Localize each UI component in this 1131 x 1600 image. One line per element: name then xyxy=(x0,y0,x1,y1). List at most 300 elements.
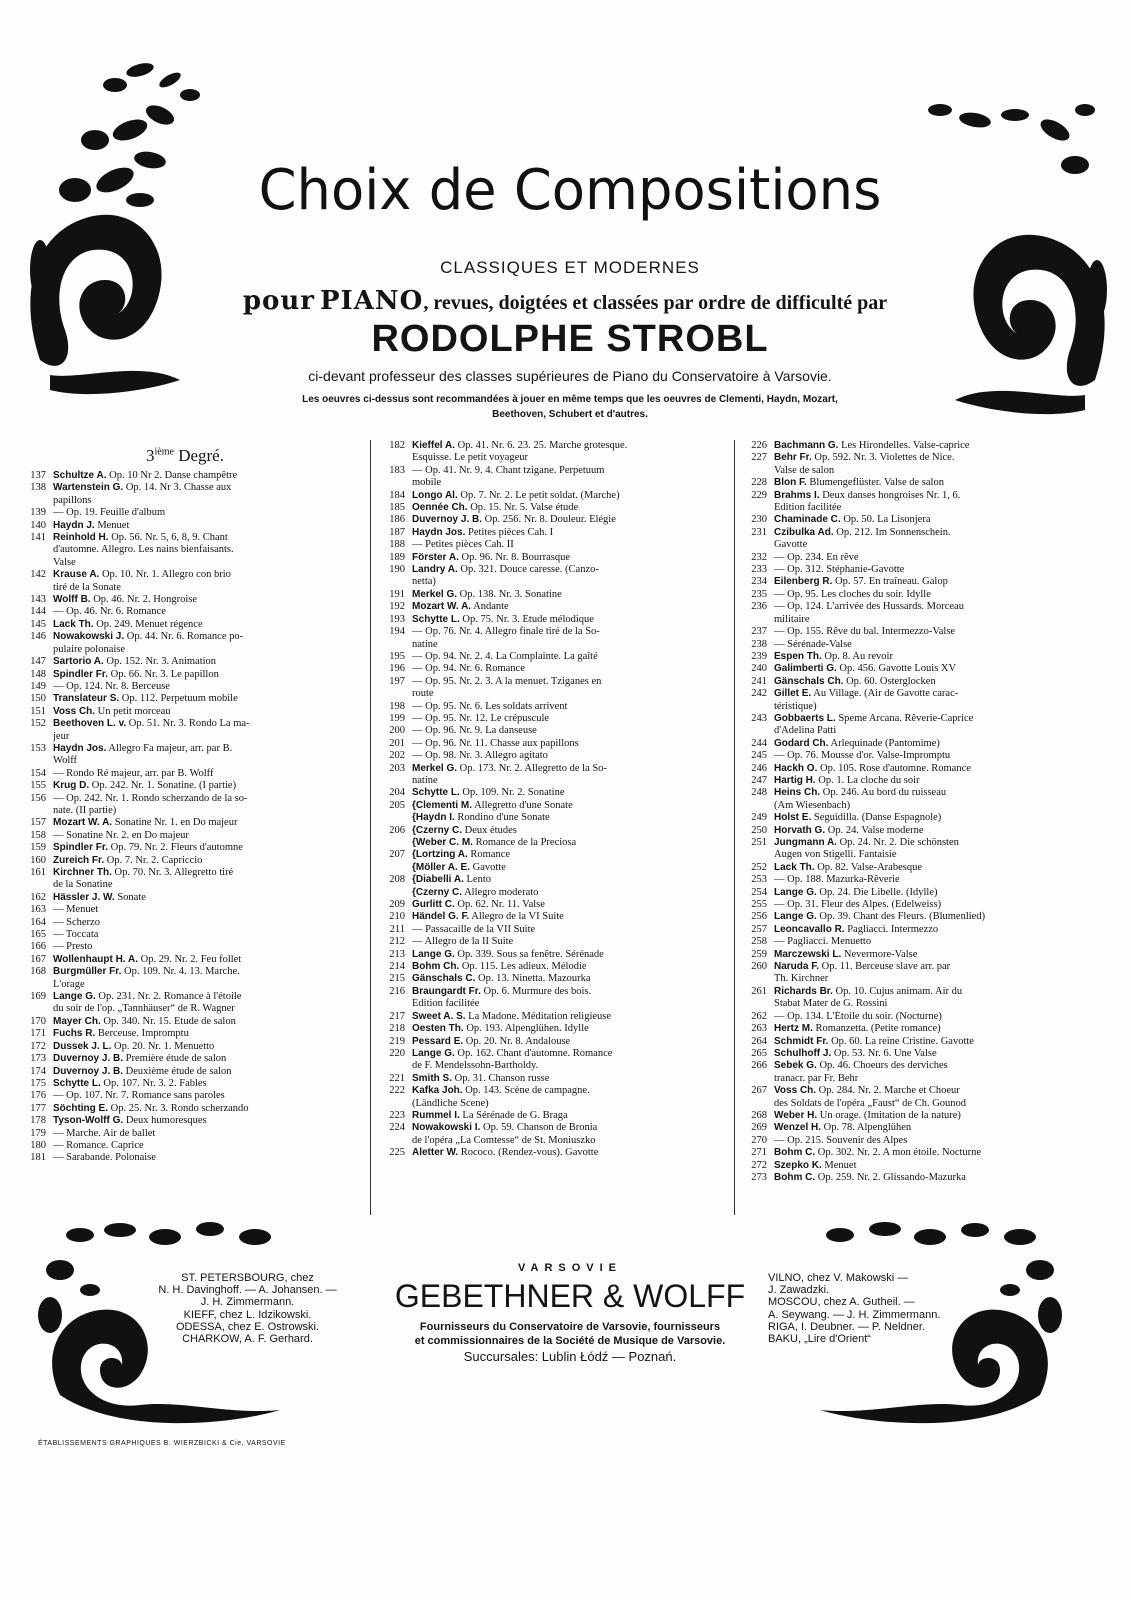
entry-text xyxy=(412,527,713,539)
entry-text xyxy=(774,812,1082,824)
entry-work: — Op. 76. Mousse d'or. Valse-Impromptu xyxy=(774,750,951,762)
entry-number: 272 xyxy=(751,1159,767,1171)
page-title: Choix de Compositions xyxy=(258,158,882,223)
entry-number: 244 xyxy=(751,737,767,749)
entry-text xyxy=(53,693,351,705)
entry-number xyxy=(375,688,412,700)
entry-work: Op. 96. Nr. 8. Bourrasque xyxy=(461,551,570,563)
entry-composer: Nowakowski I. xyxy=(412,1122,481,1134)
entry-number: 206 xyxy=(389,824,405,836)
entry-composer: Dussek J. L. xyxy=(53,1040,112,1052)
catalogue-entry xyxy=(16,669,351,681)
entry-text xyxy=(53,507,351,519)
entry-number: 153 xyxy=(30,742,46,754)
agent-line: BAKU, „Lire d'Orient“ xyxy=(768,1333,871,1346)
entry-work: Op. 10. Cujus animam. Air du xyxy=(835,985,963,997)
entry-composer: Schytte L. xyxy=(412,613,460,625)
entry-number xyxy=(737,465,774,477)
agent-line: RIGA, I. Deubner. — P. Neldner. xyxy=(768,1320,925,1333)
entry-composer: {Weber C. M. xyxy=(412,837,473,848)
entry-text xyxy=(412,973,713,985)
entry-number: 228 xyxy=(751,477,767,489)
entry-text xyxy=(53,582,351,594)
catalogue-entry xyxy=(16,817,351,829)
entry-composer: {Clementi M. xyxy=(412,799,473,811)
entry-work: Allegro Fa majeur, arr. par B. xyxy=(108,742,233,754)
entry-composer: Czibulka Ad. xyxy=(774,526,834,538)
entry-text xyxy=(412,924,713,936)
entry-composer: Bohm C. xyxy=(774,1171,816,1183)
entry-number: 262 xyxy=(751,1010,767,1022)
entry-text xyxy=(774,1110,1082,1122)
entry-work: — Op. 94. Nr. 2. 4. La Complainte. La gaîté xyxy=(412,650,598,662)
entry-text xyxy=(774,949,1082,961)
entry-work: — Rondo Ré majeur, arr. par B. Wolff xyxy=(53,767,214,779)
entry-work: Op. 105. Rose d'automne. Romance xyxy=(819,762,971,774)
entry-composer: Gobbaerts L. xyxy=(774,712,836,724)
catalogue-entry xyxy=(737,701,1082,713)
entry-work: Op. 10 Nr 2. Danse champêtre xyxy=(109,470,238,481)
entry-text xyxy=(412,1135,713,1147)
entry-work: Op. 70. Nr. 3. Allegretto tiré xyxy=(114,867,234,878)
entry-number: 175 xyxy=(30,1077,46,1089)
entry-composer: Wolff B. xyxy=(53,594,91,606)
entry-composer: Heins Ch. xyxy=(774,787,821,799)
entry-work: Romance xyxy=(470,849,511,861)
catalogue-entry xyxy=(375,452,713,464)
composer-credentials: ci-devant professeur des classes supérieures de Piano du Conservatoire à Varsovie. xyxy=(308,368,832,384)
catalogue-entry xyxy=(375,825,713,837)
entry-composer: Translateur S. xyxy=(53,693,120,705)
entry-work: Allegro de la VI Suite xyxy=(471,911,564,923)
entry-number: 254 xyxy=(751,886,767,898)
entry-number xyxy=(375,812,412,824)
catalogue-entry xyxy=(375,738,713,750)
catalogue-entry xyxy=(375,936,713,948)
agent-line: J. Zawadzki. xyxy=(768,1284,830,1297)
entry-number: 192 xyxy=(389,601,405,613)
catalogue-entry xyxy=(16,1128,351,1140)
entry-work: Sonate xyxy=(117,891,146,903)
entry-number: 180 xyxy=(30,1139,46,1151)
entry-number: 212 xyxy=(389,936,405,948)
entry-composer: Beethoven L. v. xyxy=(53,718,127,730)
catalogue-entry xyxy=(737,440,1082,452)
catalogue-entry xyxy=(375,688,713,700)
entry-number xyxy=(16,644,53,656)
entry-number: 218 xyxy=(389,1023,405,1035)
catalogue-entry xyxy=(737,589,1082,601)
catalogue-entry xyxy=(375,527,713,539)
entry-text xyxy=(774,1160,1082,1172)
entry-work: — Op. 107. Nr. 7. Romance sans paroles xyxy=(53,1090,225,1102)
entry-text xyxy=(53,929,351,941)
entry-work: Op. 24. Die Libelle. (Idylle) xyxy=(819,886,938,898)
entry-work: Op. 173. Nr. 2. Allegretto de la So- xyxy=(459,762,607,774)
entry-work: Les Hirondelles. Valse-caprice xyxy=(841,440,970,451)
catalogue-entry xyxy=(737,452,1082,464)
entry-composer: Hässler J. W. xyxy=(53,891,115,903)
entry-work: — Op. 19. Feuille d'album xyxy=(53,507,166,519)
entry-text xyxy=(412,477,713,489)
entry-number: 252 xyxy=(751,861,767,873)
entry-work: Édition facilitée xyxy=(412,998,480,1010)
entry-text xyxy=(412,725,713,737)
entry-text xyxy=(53,1152,351,1164)
entry-composer: Behr Fr. xyxy=(774,452,812,464)
entry-work: Op. 259. Nr. 2. Glissando-Mazurka xyxy=(817,1171,966,1183)
catalogue-entry xyxy=(737,663,1082,675)
entry-text xyxy=(774,986,1082,998)
entry-text xyxy=(53,954,351,966)
printer-imprint: ÉTABLISSEMENTS GRAPHIQUES B. WIERZBICKI & Cie, VARSOVIE xyxy=(38,1440,286,1447)
entry-work: La Madone. Méditation religieuse xyxy=(468,1010,612,1022)
entry-composer: Marczewski L. xyxy=(774,948,842,960)
entry-composer: Sweet A. S. xyxy=(412,1010,466,1022)
publisher-credentials xyxy=(340,1320,800,1348)
catalogue-column-3 xyxy=(737,440,1082,1184)
catalogue-entry xyxy=(16,743,351,755)
entry-work: Deux études xyxy=(464,824,517,836)
entry-text xyxy=(774,564,1082,576)
entry-composer: Chaminade C. xyxy=(774,514,841,526)
agent-line: N. H. Davinghoff. — A. Johansen. — xyxy=(158,1284,337,1297)
entry-work: La Sérénade de G. Braga xyxy=(462,1109,568,1121)
catalogue-entry xyxy=(375,1048,713,1060)
entry-text xyxy=(774,936,1082,948)
entry-work: Op. 456. Gavotte Louis XV xyxy=(839,663,957,675)
catalogue-entry xyxy=(737,763,1082,775)
entry-number: 168 xyxy=(30,966,46,978)
entry-composer: Voss Ch. xyxy=(774,1085,817,1097)
entry-work: Sonatine Nr. 1. en Do majeur xyxy=(114,817,238,829)
agent-line: J. H. Zimmermann. xyxy=(200,1296,295,1309)
entry-text xyxy=(774,639,1082,651)
entry-text xyxy=(774,626,1082,638)
entry-work: Deux humoresques xyxy=(125,1115,207,1127)
entry-work: Première étude de salon xyxy=(125,1053,227,1065)
entry-number: 157 xyxy=(30,817,46,829)
entry-work: — Menuet xyxy=(53,904,99,916)
entry-work: Op. 15. Nr. 5. Valse étude xyxy=(470,502,579,514)
catalogue-entry xyxy=(737,676,1082,688)
catalogue-entry xyxy=(375,539,713,551)
entry-number xyxy=(16,805,53,817)
entry-work: Op. 6. Murmure des bois. xyxy=(483,985,592,997)
entry-text xyxy=(412,502,713,514)
entry-work: — Toccata xyxy=(53,929,99,941)
catalogue-entry xyxy=(737,874,1082,886)
entry-work: Valse xyxy=(53,556,76,568)
catalogue-entry xyxy=(375,477,713,489)
entry-number: 183 xyxy=(389,464,405,476)
catalogue-entry xyxy=(375,986,713,998)
degree-number: 3 xyxy=(146,446,155,465)
catalogue-entry xyxy=(16,1090,351,1102)
entry-text xyxy=(774,1135,1082,1147)
entry-number: 249 xyxy=(751,812,767,824)
entry-number xyxy=(375,452,412,464)
entry-text xyxy=(53,1016,351,1028)
entry-number: 270 xyxy=(751,1134,767,1146)
catalogue-entry xyxy=(737,1036,1082,1048)
catalogue-entry xyxy=(737,1085,1082,1097)
credentials-line: Fournisseurs du Conservatoire de Varsovie, fournisseurs xyxy=(419,1321,721,1333)
entry-work: Op. 256. Nr. 8. Douleur. Élégie xyxy=(484,514,616,526)
entry-text xyxy=(774,477,1082,489)
entry-number: 267 xyxy=(751,1085,767,1097)
catalogue-entry xyxy=(16,520,351,532)
entry-text xyxy=(53,793,351,805)
entry-composer: Naruda F. xyxy=(774,961,820,973)
catalogue-entry xyxy=(737,738,1082,750)
entry-work: Op. 109. Nr. 2. Sonatine xyxy=(462,787,565,799)
catalogue-entry xyxy=(737,1135,1082,1147)
entry-work: d'automne. Allegro. Les nains bienfaisants. xyxy=(53,544,234,556)
catalogue-entry xyxy=(737,949,1082,961)
catalogue-entry xyxy=(375,626,713,638)
entry-work: Romance de la Preciosa xyxy=(475,837,577,848)
catalogue-entry xyxy=(16,892,351,904)
entry-number xyxy=(375,639,412,651)
entry-composer: Reinhold H. xyxy=(53,532,109,544)
entry-text xyxy=(774,651,1082,663)
entry-composer: Lange G. xyxy=(53,991,96,1003)
entry-number: 224 xyxy=(389,1122,405,1134)
entry-composer: Oennée Ch. xyxy=(412,502,468,514)
catalogue-entry xyxy=(375,924,713,936)
entry-text xyxy=(53,532,351,544)
entry-number xyxy=(737,725,774,737)
entry-text xyxy=(412,1147,713,1159)
entry-text xyxy=(53,1041,351,1053)
entry-work: Op. 246. Au bord du ruisseau xyxy=(822,787,947,799)
entry-composer: Krause A. xyxy=(53,569,100,581)
catalogue-entry xyxy=(375,800,713,812)
entry-text xyxy=(774,750,1082,762)
entry-text xyxy=(774,701,1082,713)
catalogue-entry xyxy=(737,1122,1082,1134)
entry-number: 258 xyxy=(751,936,767,948)
entry-number xyxy=(375,837,412,849)
entry-work: Op. 302. Nr. 2. A mon étoile. Nocturne xyxy=(817,1147,982,1159)
entry-text xyxy=(412,936,713,948)
catalogue-entry xyxy=(375,862,713,874)
entry-composer: {Diabelli A. xyxy=(412,874,464,886)
entry-text xyxy=(412,800,713,812)
entry-number: 273 xyxy=(751,1171,767,1183)
catalogue-entry xyxy=(375,725,713,737)
entry-work: Berceuse. Impromptu xyxy=(97,1028,189,1040)
entry-number: 235 xyxy=(751,588,767,600)
entry-composer: Lange G. xyxy=(774,886,817,898)
entry-number: 247 xyxy=(751,774,767,786)
entry-composer: Hartig H. xyxy=(774,774,816,786)
entry-number: 184 xyxy=(389,489,405,501)
entry-composer: Kieffel A. xyxy=(412,440,455,451)
catalogue-entry xyxy=(16,1152,351,1164)
entry-text xyxy=(412,862,713,874)
entry-number: 138 xyxy=(30,482,46,494)
entry-work: nate. (II partie) xyxy=(53,804,117,816)
catalogue-entry xyxy=(737,539,1082,551)
catalogue-entry xyxy=(737,601,1082,613)
agents-right xyxy=(768,1272,968,1345)
entry-text xyxy=(412,440,713,452)
entry-text xyxy=(412,986,713,998)
entry-composer: Voss Ch. xyxy=(53,705,96,717)
entry-work: Rococo. (Rendez-vous). Gavotte xyxy=(460,1147,599,1159)
entry-composer: Lange G. xyxy=(412,948,455,960)
entry-composer: Galimberti G. xyxy=(774,663,837,675)
entry-text xyxy=(774,911,1082,923)
entry-number: 166 xyxy=(30,941,46,953)
entry-number: 197 xyxy=(389,675,405,687)
entry-text xyxy=(412,1060,713,1072)
composer-name: RODOLPHE STROBL xyxy=(371,318,769,360)
entry-number: 220 xyxy=(389,1047,405,1059)
note-line: Beethoven, Schubert et d'autres. xyxy=(492,409,648,420)
entry-text xyxy=(412,663,713,675)
entry-work: Op. 60. La reine Cristine. Gavotte xyxy=(831,1035,974,1047)
entry-work: Op. 44. Nr. 6. Romance po- xyxy=(126,631,244,643)
catalogue-entry xyxy=(375,564,713,576)
entry-composer: {Czerny C. xyxy=(412,824,463,836)
entry-number xyxy=(16,979,53,991)
catalogue-entry xyxy=(16,470,351,482)
entry-composer: Schmidt Fr. xyxy=(774,1035,829,1047)
entry-number: 161 xyxy=(30,867,46,878)
entry-number: 190 xyxy=(389,564,405,576)
entry-composer: Lack Th. xyxy=(53,618,94,630)
entry-text xyxy=(53,569,351,581)
entry-text xyxy=(774,601,1082,613)
catalogue-entry xyxy=(16,631,351,643)
catalogue-entry xyxy=(737,725,1082,737)
entry-work: Gavotte xyxy=(472,861,506,873)
entry-number: 229 xyxy=(751,489,767,501)
entry-text xyxy=(774,465,1082,477)
entry-number: 246 xyxy=(751,762,767,774)
entry-work: — Op. 95. Nr. 12. Le crépuscule xyxy=(412,712,550,724)
entry-work: Op. 115. Les adieux. Mélodie xyxy=(461,961,587,973)
catalogue-entry xyxy=(375,514,713,526)
entry-text xyxy=(412,626,713,638)
entry-composer: Schultze A. xyxy=(53,470,107,481)
entry-number: 242 xyxy=(751,688,767,700)
catalogue-entry xyxy=(16,532,351,544)
entry-text xyxy=(53,606,351,618)
entry-text xyxy=(774,713,1082,725)
entry-text xyxy=(774,998,1082,1010)
catalogue-entry xyxy=(16,482,351,494)
entry-work: Augen von Stigelli. Fantaisie xyxy=(774,849,897,861)
entry-number: 191 xyxy=(389,588,405,600)
catalogue-entry xyxy=(16,706,351,718)
catalogue-entry xyxy=(375,589,713,601)
entry-work: Op. 66. Nr. 3. Le papillon xyxy=(110,668,219,680)
entry-number: 156 xyxy=(30,792,46,804)
entry-text xyxy=(774,837,1082,849)
entry-text xyxy=(53,979,351,991)
entry-work: Arlequinade (Pantomime) xyxy=(830,737,940,749)
entry-number: 155 xyxy=(30,780,46,792)
entry-text xyxy=(53,557,351,569)
entry-work: Op. 79. Nr. 2. Fleurs d'automne xyxy=(110,842,243,854)
catalogue-entry xyxy=(737,1048,1082,1060)
entry-text xyxy=(53,631,351,643)
agent-line: KIEFF, chez L. Idzikowski. xyxy=(183,1308,312,1321)
entry-work: natine xyxy=(412,638,438,650)
entry-number: 257 xyxy=(751,923,767,935)
catalogue-entry xyxy=(375,750,713,762)
column-divider xyxy=(734,440,735,1215)
entry-text xyxy=(774,973,1082,985)
entry-work: de la Sonatine xyxy=(53,879,113,891)
catalogue-column-1 xyxy=(16,470,351,1165)
catalogue-entry xyxy=(375,601,713,613)
catalogue-entry xyxy=(375,651,713,663)
entry-number xyxy=(737,849,774,861)
catalogue-entry xyxy=(737,552,1082,564)
catalogue-entry xyxy=(737,490,1082,502)
entry-work: — Op. 215. Souvenir des Alpes xyxy=(774,1134,908,1146)
entry-composer: Horvath G. xyxy=(774,824,826,836)
catalogue-entry xyxy=(16,1078,351,1090)
entry-number: 205 xyxy=(389,799,405,811)
entry-number: 260 xyxy=(751,961,767,973)
catalogue-entry xyxy=(375,440,713,452)
entry-work: — Marche. Air de ballet xyxy=(53,1127,156,1139)
entry-work: Op. 29. Nr. 2. Feu follet xyxy=(140,953,242,965)
entry-text xyxy=(53,755,351,767)
entry-work: — Op. 234. En rêve xyxy=(774,551,859,563)
entry-work: Op. 50. La Lisonjera xyxy=(843,514,931,526)
entry-number: 145 xyxy=(30,618,46,630)
catalogue-entry xyxy=(16,569,351,581)
entry-composer: Kafka Joh. xyxy=(412,1085,463,1097)
entry-number: 219 xyxy=(389,1035,405,1047)
entry-work: Op. 53. Nr. 6. Une Valse xyxy=(833,1047,937,1059)
entry-work: — Op. 76. Nr. 4. Allegro finale tiré de la So- xyxy=(412,626,600,638)
entry-composer: Mozart W. A. xyxy=(412,601,472,613)
entry-text xyxy=(774,452,1082,464)
entry-text xyxy=(53,867,351,879)
entry-text xyxy=(774,800,1082,812)
entry-work: Édition facilitée xyxy=(774,502,842,514)
entry-number: 240 xyxy=(751,663,767,675)
entry-number: 189 xyxy=(389,551,405,563)
catalogue-entry xyxy=(737,564,1082,576)
entry-number: 245 xyxy=(751,750,767,762)
entry-work: du soir de l'op. „Tannhäuser“ de R. Wagner xyxy=(53,1003,235,1015)
entry-number: 151 xyxy=(30,705,46,717)
catalogue-entry xyxy=(16,991,351,1003)
entry-composer: Merkel G. xyxy=(412,588,458,600)
entry-composer: Nowakowski J. xyxy=(53,631,125,643)
entry-number: 185 xyxy=(389,502,405,514)
entry-composer: {Lortzing A. xyxy=(412,849,468,861)
catalogue-entry xyxy=(16,656,351,668)
entry-composer: Haydn J. xyxy=(53,519,95,531)
catalogue-entry xyxy=(375,502,713,514)
entry-work: Andante xyxy=(473,601,509,613)
catalogue-entry xyxy=(16,1016,351,1028)
entry-work: — Op. 95. Nr. 2. 3. A la menuet. Tziganes en xyxy=(412,675,602,687)
catalogue-entry xyxy=(737,477,1082,489)
entry-text xyxy=(412,825,713,837)
entry-work: Op. 242. Nr. 1. Sonatine. (I partie) xyxy=(91,780,237,792)
